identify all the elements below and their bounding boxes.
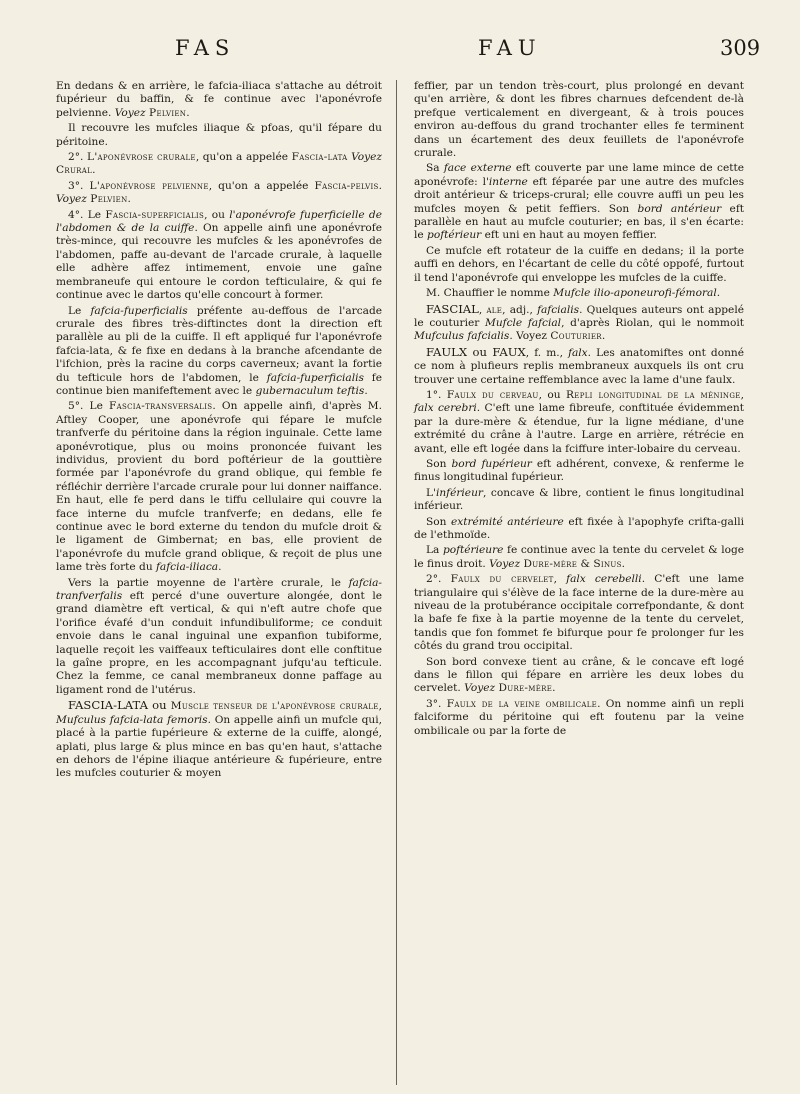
body-text: . (716, 287, 721, 300)
italic-text: Voyez (489, 557, 521, 570)
right-text-column (414, 80, 744, 740)
paragraph (414, 487, 744, 514)
paragraph (56, 122, 382, 149)
paragraph (414, 458, 744, 485)
body-text: eft fixée à l'apophyfe crifta-galli de l'ethmoïde. (414, 515, 744, 541)
entry-headword: FASCIAL (426, 301, 479, 316)
body-text: Son (426, 457, 452, 470)
paragraph (414, 162, 744, 242)
body-text: , ou (538, 388, 567, 401)
body-text: , adj., (502, 303, 538, 316)
body-text: . On appelle ainfi une aponévrofe très-mince, qui recouvre les mufcles & les aponévrofes de l'abdomen, paffe au-devant de l'arcade crurale, à laquelle elle adhère affez intimement, envoie une gaîne membraneufe qui entoure le cordon tefticulaire, & qui fe continue avec le dartos qu'elle concourt à former. (56, 222, 382, 302)
body-text: Ce mufcle eft rotateur de la cuiffe en dedans; il la porte auffi en dehors, en l'écartant de celle du côté oppofé, furtout il tend l'aponévrofe qui enveloppe les mufcles de la cuiffe. (414, 244, 744, 284)
body-text: . (364, 384, 368, 397)
paragraph (56, 400, 382, 574)
italic-text: l'aponévrofe fuperficielle de l'abdomen & de la cuiffe (56, 208, 382, 235)
body-text: eft percé d'une ouverture alongée, dont le grand diamètre eft vertical, & qui n'eft autre chofe que l'orifice évafé d'un conduit infundibuliforme; ce conduit envoie dans le canal inguinal une expanfion tubiforme, laquelle reçoit les vaiffeaux tefticulaires dont elle conftitue la gaîne propre, en les accompagnant jufqu'au tefticule. Chez la femme, ce canal membraneux donne paffage au ligament rond de l'utérus. (56, 590, 382, 696)
body-text: 3°. (68, 179, 90, 192)
small-caps-text: Couturier (550, 330, 602, 343)
body-text: Son bord convexe tient au crâne, & le concave eft logé dans le fillon qui fépare en arrière les deux lobes du cervelet. (414, 655, 744, 695)
paragraph (414, 516, 744, 543)
body-text: . (378, 179, 382, 192)
italic-text: interne (488, 175, 528, 188)
body-text: , (553, 573, 567, 586)
body-text: , concave & libre, contient le finus longitudinal inférieur. (414, 486, 744, 513)
paragraph (414, 656, 744, 696)
italic-text: fafcia-fuperficialis (90, 304, 188, 317)
body-text: . On appelle ainfi un mufcle qui, placé à la partie fupérieure & externe de la cuiffe, alongé, aplati, plus large & plus mince en bas qu'en haut, s'attache en dehors de l'épine iliaque antérieure & fupérieure, entre les mufcles couturier & moyen (56, 713, 382, 780)
body-text: 1°. (426, 388, 447, 401)
body-text: . Voyez (509, 330, 551, 343)
small-caps-text: Fascia-transversalis (109, 400, 213, 413)
header-left-guideword: FAS (175, 36, 236, 60)
body-text: , qu'on a appelée (195, 151, 292, 164)
paragraph (414, 544, 744, 571)
paragraph (56, 151, 382, 178)
small-caps-text: Faulx de la veine ombilicale (446, 697, 598, 710)
italic-text: extrémité antérieure (450, 515, 564, 528)
body-text: Le (68, 304, 91, 317)
body-text: feffier, par un tendon très-court, plus prolongé en devant qu'en arrière, & dont les fibres charnues defcendent de-là prefque verticalement en divergeant, & à trois pouces environ au-deffous du grand trochanter elles fe terminent dans un écartement des deux feuillets de l'aponévrofe crurale. (414, 80, 744, 160)
left-text-column (56, 80, 382, 783)
italic-text: Mufcle fafcial (485, 316, 562, 329)
header-center-guideword: FAU (478, 36, 542, 60)
paragraph (56, 209, 382, 303)
body-text: . (218, 561, 222, 574)
italic-text: gubernaculum teftis (255, 384, 365, 397)
body-text: 3°. (426, 697, 447, 710)
body-text: 4°. Le (68, 208, 106, 221)
italic-text: poftérieure (442, 544, 504, 557)
paragraph (414, 80, 744, 160)
italic-text: falx (568, 346, 588, 359)
paragraph (56, 180, 382, 207)
body-text: , d'après Riolan, qui le nommoit (561, 316, 744, 329)
body-text: , (478, 303, 487, 316)
italic-text: inférieur (435, 486, 483, 499)
paragraph (414, 698, 744, 738)
body-text: , ou (204, 208, 230, 221)
paragraph (414, 245, 744, 285)
small-caps-text: ale (486, 303, 503, 316)
body-text: eft parallèle en haut au mufcle couturier; en bas, il s'en écarte: le (414, 202, 744, 242)
italic-text: bord fupérieur (451, 457, 532, 470)
italic-text: fafcia-tranfverfalis (56, 576, 382, 603)
body-text: . (621, 557, 626, 570)
italic-text: fafcia-iliaca (156, 561, 219, 574)
body-text: Sa (426, 162, 444, 175)
small-caps-text: Muscle tenseur de l'aponévrose crurale (170, 700, 379, 713)
paragraph (56, 699, 382, 780)
small-caps-text: L'aponévrose crurale (86, 151, 196, 164)
italic-text: Mufculus fafcialis (414, 330, 510, 343)
body-text: , (378, 700, 382, 713)
italic-text: fafcialis (537, 303, 580, 316)
small-caps-text: Pelvien (149, 106, 187, 119)
small-caps-text: Fascia-lata (291, 151, 348, 164)
paragraph (56, 80, 382, 120)
body-text: eft féparée par une autre des mufcles droit antérieur & triceps-crural; elle couvre auffi un peu les mufcles moyen & petit feffiers. Son (414, 175, 745, 215)
small-caps-text: Repli longitudinal de la méninge (566, 388, 741, 401)
italic-text: Mufculus fafcia-lata femoris (56, 713, 208, 726)
body-text: . (92, 164, 96, 177)
body-text: . (186, 106, 190, 119)
body-text: Son (426, 515, 451, 528)
small-caps-text: Dure-mère (498, 682, 553, 695)
body-text: M. Chauffier le nomme (426, 287, 554, 300)
italic-text: Mufcle ilio-aponeurofi-fémoral (553, 287, 717, 300)
body-text: 2°. (426, 573, 451, 586)
running-header (0, 36, 800, 76)
italic-text: bord antérieur (637, 202, 722, 215)
body-text: L' (426, 486, 436, 499)
small-caps-text: Fascia-pelvis (314, 179, 379, 192)
body-text: eft couverte par une lame mince de cette aponévrofe: l' (414, 162, 744, 188)
body-text: . Quelques auteurs ont appelé le couturier (414, 303, 744, 329)
body-text: & (577, 557, 594, 570)
italic-text: falx cerebri (414, 402, 477, 415)
paragraph (56, 577, 382, 698)
body-text: Vers la partie moyenne de l'artère crurale, le (68, 576, 349, 589)
paragraph (414, 573, 744, 653)
body-text: . (552, 682, 556, 695)
body-text: fe continue avec la tente du cervelet & loge le finus droit. (414, 544, 745, 570)
paragraph (414, 346, 744, 387)
body-text: . (127, 193, 131, 206)
body-text: La (426, 544, 443, 557)
body-text: , f. m., (525, 346, 569, 359)
body-text: préfente au-deffous de l'arcade crurale des fibres très-diftinctes dont la direction eft parallèle au pli de la cuiffe. Il eft appliqué fur l'aponévrofe fafcia-lata, & fe fixe en dedans à la branche afcendante de l'ifchion, près la racine du corps caverneux; avant la fortie du tefticule hors de l'abdomen, le (56, 304, 383, 384)
body-text: . On nomme ainfi un repli falciforme du péritoine qui eft foutenu par la veine ombilicale ou par la forte de (414, 697, 745, 737)
small-caps-text: Pelvien (90, 193, 128, 206)
body-text: Il recouvre les mufcles iliaque & pfoas, qu'il fépare du péritoine. (56, 122, 382, 148)
entry-headword: FAULX ou FAUX (426, 344, 526, 359)
small-caps-text: L'aponévrose pelvienne (89, 179, 209, 192)
body-text: . On appelle ainfi, d'après M. Aftley Cooper, une aponévrofe qui fépare le mufcle tranfverfe du péritoine dans la région inguinale. Cette lame aponévrotique, plus ou moins prononcée fuivant les individus, provient du bord poftérieur de la gouttière formée par l'aponévrofe du grand oblique, qui femble fe réfléchir derrière l'arcade crurale pour lui donner naiffance. En haut, elle fe perd dans le tiffu cellulaire qui couvre la face interne du mufcle tranfverfe; en dedans, elle fe continue avec le bord externe du tendon du mufcle droit & le ligament de Gimbernat; en bas, elle provient de l'aponévrofe du mufcle grand oblique, & reçoit de plus une lame très forte du (56, 400, 382, 574)
small-caps-text: Crural (56, 164, 93, 177)
body-text: fe continue bien manifeftement avec le (56, 371, 382, 397)
body-text: eft uni en haut au moyen feffier. (481, 229, 657, 242)
column-divider (396, 80, 397, 1085)
small-caps-text: Dure-mère (523, 557, 578, 570)
italic-text: Voyez (114, 106, 146, 119)
italic-text: fafcia-fuperficialis (266, 371, 364, 384)
italic-text: falx cerebelli (566, 573, 642, 586)
small-caps-text: Sinus (593, 557, 622, 570)
italic-text: Voyez (464, 682, 496, 695)
paragraph (56, 305, 382, 399)
body-text: . C'eft une lame fibreufe, conftituée évidemment par la dure-mère & étendue, fur la ligne médiane, d'une extrémité du crâne à l'autre. Large en arrière, rétrécie en avant, elle eft logée dans la fciffure inter-lobaire du cerveau. (414, 402, 744, 455)
small-caps-text: Faulx du cerveau (446, 388, 539, 401)
small-caps-text: Fascia-superficialis (105, 208, 205, 221)
italic-text: Voyez (56, 193, 87, 206)
body-text: . C'eft une lame triangulaire qui s'élève de la face interne de la dure-mère au niveau de la protubérance occipitale correfpondante, & dont la bafe fe fixe à la partie moyenne de la tente du cervelet, tandis que fon fommet fe bifurque pour fe prolonger fur les côtés du grand trou occipital. (414, 573, 744, 653)
paragraph (414, 389, 744, 456)
paragraph (414, 287, 744, 300)
body-text: . Les anatomiftes ont donné ce nom à plufieurs replis membraneux auxquels ils ont cru trouver une certaine reffemblance avec la lame d'une faulx. (414, 346, 744, 386)
body-text: 5°. Le (68, 400, 110, 413)
paragraph (414, 303, 744, 344)
italic-text: poftérieur (427, 229, 482, 242)
body-text: , qu'on a appelée (208, 179, 315, 192)
page-number: 309 (720, 36, 761, 60)
body-text: En dedans & en arrière, le fafcia-iliaca s'attache au détroit fupérieur du baffin, & fe continue avec l'aponévrofe pelvienne. (56, 80, 382, 119)
entry-headword: FASCIA-LATA ou (68, 698, 171, 713)
body-text: eft adhérent, convexe, & renferme le finus longitudinal fupérieur. (414, 457, 745, 484)
italic-text: Voyez (351, 151, 382, 164)
body-text: , (740, 388, 744, 401)
body-text: 2°. (68, 151, 87, 164)
small-caps-text: Faulx du cervelet (450, 573, 554, 586)
italic-text: face externe (443, 162, 512, 175)
body-text: . (601, 330, 606, 343)
